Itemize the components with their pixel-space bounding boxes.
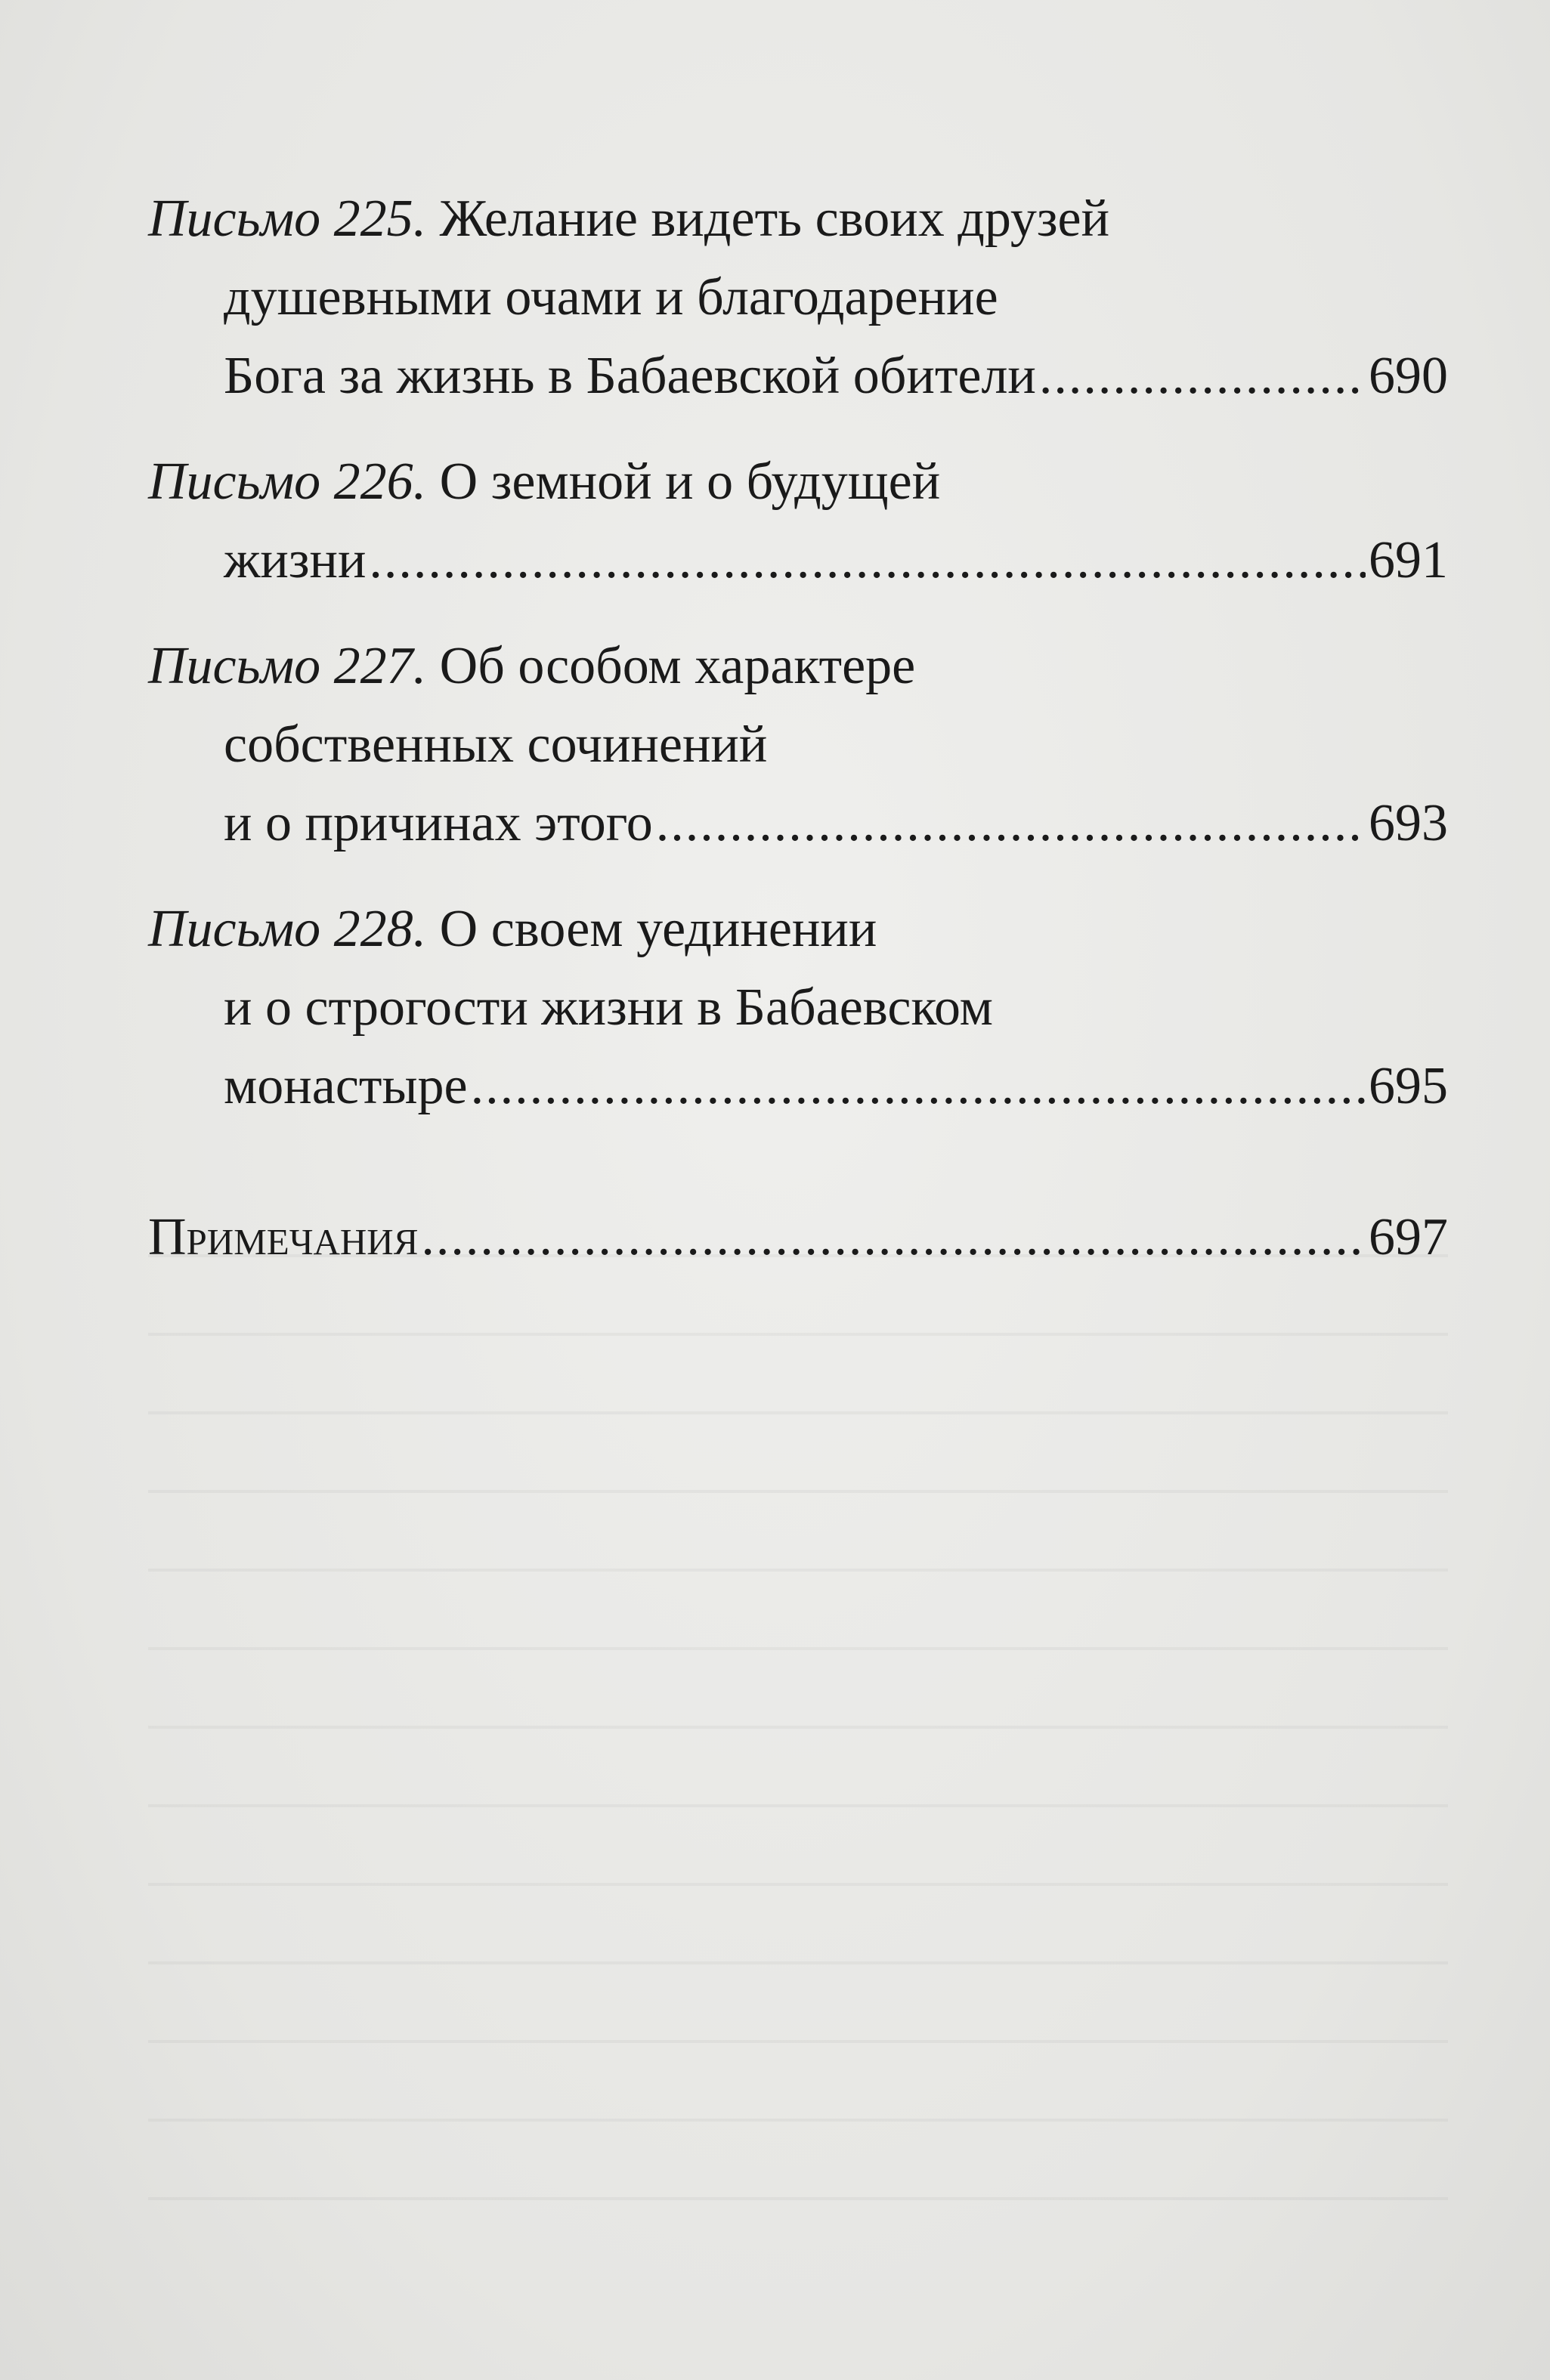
entry-title-text: Желание видеть своих друзей (439, 190, 1110, 248)
page-number: 695 (1369, 1057, 1448, 1115)
entry-title-text: Об особом характере (439, 637, 916, 695)
entry-title-text: О земной и о будущей (439, 453, 941, 511)
dot-leader (1039, 337, 1366, 416)
entry-title-text: жизни (224, 531, 367, 589)
toc-entry-last-line (148, 521, 1448, 600)
page-number: 697 (1369, 1208, 1448, 1266)
table-of-contents (148, 180, 1448, 1304)
entry-title-text: собственных сочинений (224, 716, 768, 774)
dot-leader (369, 521, 1366, 600)
toc-entry-last-line (148, 337, 1448, 416)
toc-entry-last-line (148, 784, 1448, 863)
toc-entry-line (148, 627, 1448, 706)
notes-heading: Примечания (148, 1208, 419, 1266)
entry-title-text: душевными очами и благодарение (224, 268, 998, 326)
dot-leader (471, 1047, 1366, 1126)
show-through-texture (148, 1209, 1448, 2267)
toc-entry-notes (148, 1198, 1448, 1277)
toc-entry-letter-227 (148, 627, 1448, 863)
toc-entry-letter-228 (148, 890, 1448, 1126)
entry-title-text: О своем уединении (439, 900, 877, 958)
toc-entry-last-line (148, 1047, 1448, 1126)
toc-entry-letter-226 (148, 443, 1448, 600)
toc-entry-line (148, 706, 1448, 784)
letter-number: Письмо 225. (148, 190, 427, 248)
toc-entry-line (148, 443, 1448, 521)
entry-title-text: и о причинах этого (224, 794, 653, 852)
toc-entry-line (148, 180, 1448, 258)
entry-title-text: монастыре (224, 1057, 468, 1115)
letter-number: Письмо 226. (148, 453, 427, 511)
page-number: 693 (1369, 794, 1448, 852)
dot-leader (421, 1198, 1366, 1277)
toc-entry-line (148, 969, 1448, 1047)
toc-entry-letter-225 (148, 180, 1448, 416)
page-number: 691 (1369, 531, 1448, 589)
page-number: 690 (1369, 347, 1448, 405)
letter-number: Письмо 228. (148, 900, 427, 958)
toc-entry-last-line (148, 1198, 1448, 1277)
entry-title-text: и о строгости жизни в Бабаевском (224, 978, 993, 1037)
entry-title-text: Бога за жизнь в Бабаевской обители (224, 347, 1036, 405)
toc-entry-line (148, 258, 1448, 337)
letter-number: Письмо 227. (148, 637, 427, 695)
toc-entry-line (148, 890, 1448, 969)
dot-leader (656, 784, 1366, 863)
